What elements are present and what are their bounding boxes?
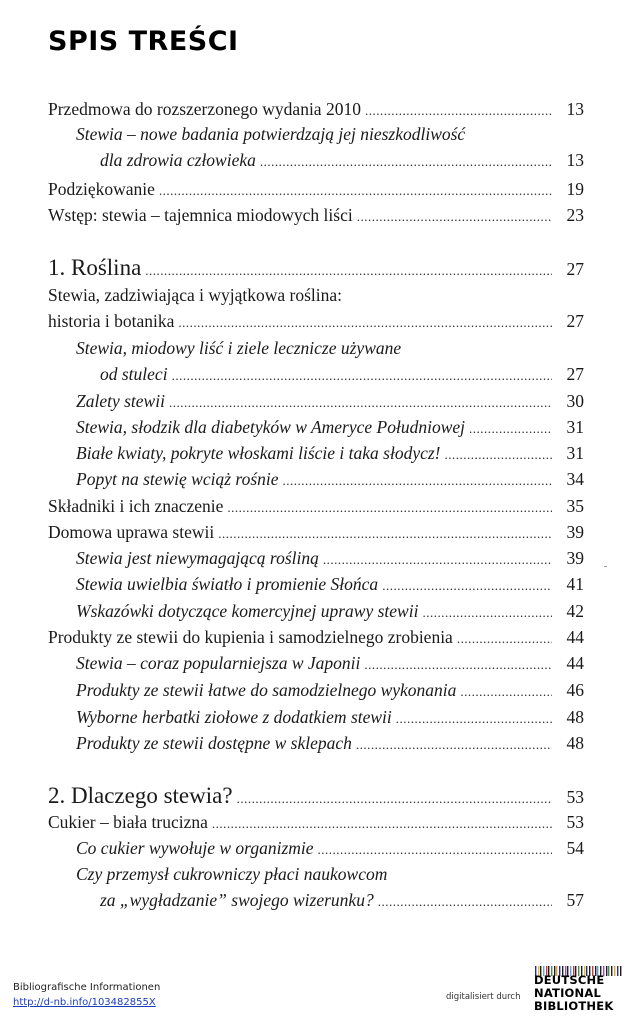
dot-leader (318, 839, 552, 861)
toc-entry-title: Stewia uwielbia światło i promienie Słońca (76, 574, 379, 594)
toc-entry-title: Wyborne herbatki ziołowe z dodatkiem stewii (76, 707, 392, 727)
toc-page-number: 23 (566, 205, 584, 225)
toc-entry (76, 547, 584, 571)
toc-entry-title: Przedmowa do rozszerzonego wydania 2010 (48, 99, 361, 119)
dot-leader (445, 444, 552, 466)
dnb-logo-line-1: DEUTSCHE (534, 973, 605, 987)
toc-entry (48, 178, 584, 202)
dot-leader (378, 891, 552, 913)
toc-page-number: 31 (566, 443, 584, 463)
scan-artifact (604, 566, 607, 567)
toc-entry-title: Podziękowanie (48, 179, 155, 199)
chapter-heading (48, 254, 584, 285)
toc-entry-title: Czy przemysł cukrowniczy płaci naukowcom (76, 864, 388, 884)
toc-entry-title-continued: dla zdrowia człowieka (100, 150, 256, 170)
toc-entry (76, 468, 584, 492)
toc-entry-title: Stewia, miodowy liść i ziele lecznicze używane (76, 338, 402, 358)
toc-page-number: 31 (566, 417, 584, 437)
toc-entry-title: 1. Roślina (48, 255, 142, 280)
dot-leader (357, 206, 552, 228)
toc-page-number: 53 (566, 812, 584, 832)
bibliographic-link[interactable]: http://d-nb.info/103482855X (13, 997, 156, 1008)
page-title: SPIS TREŚCI (48, 26, 239, 57)
toc-entry-title: Co cukier wywołuje w organizmie (76, 838, 314, 858)
toc-page-number: 35 (566, 496, 584, 516)
dot-leader (227, 497, 552, 519)
dnb-logo-bar (614, 966, 615, 976)
toc-page-number: 27 (566, 311, 584, 331)
toc-page-number: 13 (566, 99, 584, 119)
toc-entry (48, 811, 584, 835)
dot-leader (356, 734, 552, 756)
chapter-heading (48, 782, 584, 813)
dot-leader (145, 257, 552, 285)
toc-page-number: 27 (566, 259, 584, 279)
toc-page-number: 30 (566, 391, 584, 411)
toc-entry (76, 573, 584, 597)
dot-leader (396, 708, 552, 730)
toc-entry (48, 284, 584, 334)
toc-entry-title: Stewia, słodzik dla diabetyków w Ameryce Południowej (76, 417, 465, 437)
toc-page-number: 53 (566, 787, 584, 807)
toc-page-number: 54 (566, 838, 584, 858)
bibliographic-label: Bibliografische Informationen (13, 982, 161, 993)
toc-entry-title: Stewia jest niewymagającą rośliną (76, 548, 319, 568)
toc-entry (48, 626, 584, 650)
toc-entry-title-continued: historia i botanika (48, 311, 175, 331)
dnb-logo-line-2: NATIONAL (534, 986, 601, 1000)
toc-entry-title: 2. Dlaczego stewia? (48, 783, 233, 808)
toc-entry-title: Zalety stewii (76, 391, 165, 411)
toc-page-number: 48 (566, 733, 584, 753)
toc-entry (76, 416, 584, 440)
toc-entry-title: Popyt na stewię wciąż rośnie (76, 469, 279, 489)
toc-page-number: 57 (566, 890, 584, 910)
dot-leader (364, 654, 552, 676)
dot-leader (460, 681, 552, 703)
dot-leader (212, 813, 552, 835)
toc-page-number: 34 (566, 469, 584, 489)
dot-leader (159, 180, 552, 202)
toc-entry (76, 600, 584, 624)
toc-entry-title: Produkty ze stewii do kupienia i samodzielnego zrobienia (48, 627, 453, 647)
toc-entry-title: Stewia – nowe badania potwierdzają jej nieszkodliwość (76, 124, 466, 144)
toc-page-number: 19 (566, 179, 584, 199)
dot-leader (365, 100, 552, 122)
toc-entry-title: Wstęp: stewia – tajemnica miodowych liści (48, 205, 353, 225)
dot-leader (178, 312, 552, 334)
toc-page-number: 27 (566, 364, 584, 384)
toc-entry (76, 337, 584, 387)
dot-leader (218, 523, 552, 545)
toc-page-number: 48 (566, 707, 584, 727)
toc-entry (48, 98, 584, 122)
toc-entry-title: Wskazówki dotyczące komercyjnej uprawy stewii (76, 601, 419, 621)
dnb-logo (532, 966, 624, 1022)
toc-entry (76, 652, 584, 676)
toc-entry-title-continued: od stuleci (100, 364, 168, 384)
dot-leader (283, 470, 552, 492)
toc-entry (76, 123, 584, 173)
toc-entry (76, 679, 584, 703)
toc-page-number: 41 (566, 574, 584, 594)
toc-entry-title: Produkty ze stewii dostępne w sklepach (76, 733, 352, 753)
toc-entry-title: Cukier – biała trucizna (48, 812, 208, 832)
toc-entry-title-continued: za „wygładzanie” swojego wizerunku? (100, 890, 374, 910)
bibliographic-info (13, 980, 160, 1010)
toc-entry-title: Składniki i ich znaczenie (48, 496, 224, 516)
toc-page-number: 39 (566, 548, 584, 568)
dot-leader (469, 418, 552, 440)
dot-leader (169, 392, 552, 414)
toc-page-number: 13 (566, 150, 584, 170)
dot-leader (237, 785, 552, 813)
toc-entry (48, 521, 584, 545)
toc-entry-title: Produkty ze stewii łatwe do samodzielnego wykonania (76, 680, 457, 700)
toc-entry-title: Domowa uprawa stewii (48, 522, 215, 542)
toc-page-number: 39 (566, 522, 584, 542)
toc-entry (76, 706, 584, 730)
dnb-logo-bar (620, 966, 621, 976)
digitized-by-label: digitalisiert durch (446, 992, 521, 1002)
dot-leader (323, 549, 552, 571)
dot-leader (422, 602, 552, 624)
dot-leader (172, 365, 552, 387)
toc-entry (76, 390, 584, 414)
toc-entry (48, 204, 584, 228)
toc-entry-title: Stewia, zadziwiająca i wyjątkowa roślina: (48, 285, 342, 305)
toc-entry-title: Białe kwiaty, pokryte włoskami liście i taka słodycz! (76, 443, 441, 463)
toc-entry (48, 495, 584, 519)
toc-page-number: 42 (566, 601, 584, 621)
dot-leader (260, 151, 552, 173)
toc-entry (76, 863, 584, 913)
toc-page-number: 46 (566, 680, 584, 700)
dnb-logo-line-3: BIBLIOTHEK (534, 999, 614, 1013)
dot-leader (382, 575, 552, 597)
dot-leader (457, 628, 552, 650)
toc-page-number: 44 (566, 627, 584, 647)
toc-entry (76, 837, 584, 861)
toc-entry (76, 442, 584, 466)
toc-entry (76, 732, 584, 756)
toc-page-number: 44 (566, 653, 584, 673)
dnb-logo-bar (617, 966, 618, 976)
toc-entry-title: Stewia – coraz popularniejsza w Japonii (76, 653, 361, 673)
